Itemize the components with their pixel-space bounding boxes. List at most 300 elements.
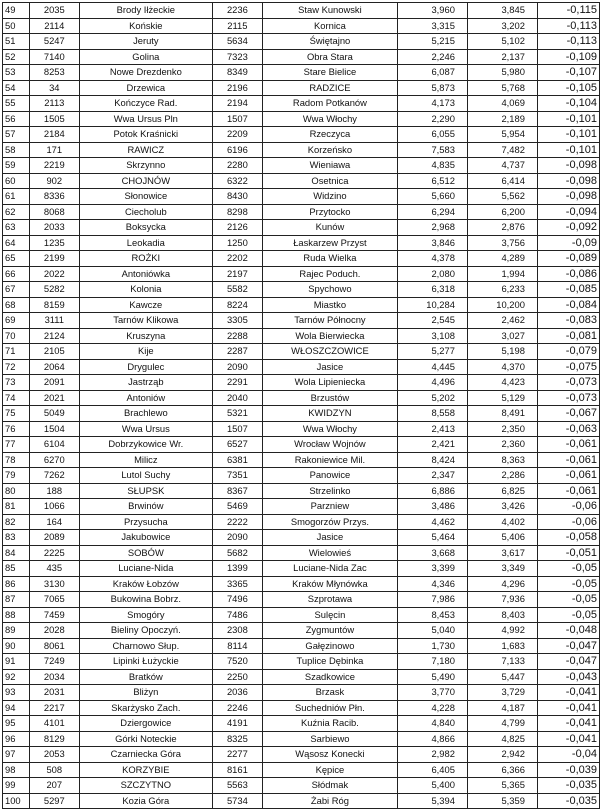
value-2-cell: 6,366 bbox=[467, 762, 537, 778]
row-number-cell: 69 bbox=[3, 313, 30, 329]
station-a-name-cell: Dziergowice bbox=[79, 716, 212, 732]
row-number-cell: 84 bbox=[3, 545, 30, 561]
difference-cell: -0,081 bbox=[537, 328, 599, 344]
station-a-id-cell: 171 bbox=[29, 142, 79, 158]
table-row bbox=[3, 623, 600, 639]
station-b-name-cell: Wola Lipieniecka bbox=[262, 375, 397, 391]
station-b-id-cell: 8430 bbox=[212, 189, 262, 205]
station-a-name-cell: Końskie bbox=[79, 18, 212, 34]
station-b-name-cell: Wielowieś bbox=[262, 545, 397, 561]
station-b-name-cell: Świętajno bbox=[262, 34, 397, 50]
station-a-name-cell: Kozia Góra bbox=[79, 793, 212, 809]
station-b-name-cell: WŁOSZCZOWICE bbox=[262, 344, 397, 360]
station-a-name-cell: Lutol Suchy bbox=[79, 468, 212, 484]
value-2-cell: 7,936 bbox=[467, 592, 537, 608]
value-1-cell: 5,400 bbox=[397, 778, 467, 794]
station-a-id-cell: 2064 bbox=[29, 359, 79, 375]
station-b-name-cell: Szprotawa bbox=[262, 592, 397, 608]
station-a-id-cell: 8068 bbox=[29, 204, 79, 220]
station-b-id-cell: 8224 bbox=[212, 297, 262, 313]
table-row bbox=[3, 142, 600, 158]
value-1-cell: 2,347 bbox=[397, 468, 467, 484]
table-row bbox=[3, 235, 600, 251]
value-2-cell: 4,296 bbox=[467, 576, 537, 592]
difference-cell: -0,035 bbox=[537, 793, 599, 809]
value-2-cell: 6,414 bbox=[467, 173, 537, 189]
station-a-name-cell: Kije bbox=[79, 344, 212, 360]
value-2-cell: 5,102 bbox=[467, 34, 537, 50]
station-a-name-cell: Luciane-Nida bbox=[79, 561, 212, 577]
difference-cell: -0,073 bbox=[537, 390, 599, 406]
difference-cell: -0,092 bbox=[537, 220, 599, 236]
station-b-id-cell: 2197 bbox=[212, 266, 262, 282]
difference-cell: -0,107 bbox=[537, 65, 599, 81]
station-a-id-cell: 3111 bbox=[29, 313, 79, 329]
station-a-id-cell: 2124 bbox=[29, 328, 79, 344]
station-b-name-cell: Jasice bbox=[262, 530, 397, 546]
station-b-name-cell: Miastko bbox=[262, 297, 397, 313]
table-row bbox=[3, 483, 600, 499]
station-a-id-cell: 2031 bbox=[29, 685, 79, 701]
station-a-name-cell: Wwa Ursus bbox=[79, 421, 212, 437]
value-1-cell: 4,866 bbox=[397, 731, 467, 747]
value-1-cell: 3,315 bbox=[397, 18, 467, 34]
station-a-name-cell: Tarnów Klikowa bbox=[79, 313, 212, 329]
station-a-name-cell: Górki Noteckie bbox=[79, 731, 212, 747]
table-row bbox=[3, 530, 600, 546]
station-b-id-cell: 2222 bbox=[212, 514, 262, 530]
value-1-cell: 8,453 bbox=[397, 607, 467, 623]
station-b-name-cell: Staw Kunowski bbox=[262, 3, 397, 19]
station-b-name-cell: Przytocko bbox=[262, 204, 397, 220]
station-a-name-cell: Jeruty bbox=[79, 34, 212, 50]
station-a-name-cell: Drzewica bbox=[79, 80, 212, 96]
station-a-id-cell: 435 bbox=[29, 561, 79, 577]
value-1-cell: 3,770 bbox=[397, 685, 467, 701]
station-a-name-cell: Słonowice bbox=[79, 189, 212, 205]
value-2-cell: 8,491 bbox=[467, 406, 537, 422]
value-2-cell: 7,133 bbox=[467, 654, 537, 670]
difference-cell: -0,098 bbox=[537, 189, 599, 205]
difference-cell: -0,04 bbox=[537, 747, 599, 763]
station-b-id-cell: 5321 bbox=[212, 406, 262, 422]
station-a-id-cell: 7459 bbox=[29, 607, 79, 623]
station-b-name-cell: Wieniawa bbox=[262, 158, 397, 174]
value-2-cell: 6,200 bbox=[467, 204, 537, 220]
table-row bbox=[3, 96, 600, 112]
station-b-name-cell: Luciane-Nida Zac bbox=[262, 561, 397, 577]
station-a-name-cell: Antoniów bbox=[79, 390, 212, 406]
table-row bbox=[3, 654, 600, 670]
value-1-cell: 6,886 bbox=[397, 483, 467, 499]
row-number-cell: 92 bbox=[3, 669, 30, 685]
row-number-cell: 66 bbox=[3, 266, 30, 282]
table-row bbox=[3, 282, 600, 298]
station-b-id-cell: 6381 bbox=[212, 452, 262, 468]
difference-cell: -0,086 bbox=[537, 266, 599, 282]
station-a-id-cell: 1066 bbox=[29, 499, 79, 515]
table-row bbox=[3, 344, 600, 360]
difference-cell: -0,115 bbox=[537, 3, 599, 19]
value-1-cell: 5,277 bbox=[397, 344, 467, 360]
table-row bbox=[3, 266, 600, 282]
station-b-name-cell: Kornica bbox=[262, 18, 397, 34]
station-a-name-cell: Dobrzykowice Wr. bbox=[79, 437, 212, 453]
station-b-id-cell: 3365 bbox=[212, 576, 262, 592]
station-a-id-cell: 5247 bbox=[29, 34, 79, 50]
row-number-cell: 58 bbox=[3, 142, 30, 158]
row-number-cell: 90 bbox=[3, 638, 30, 654]
value-1-cell: 6,055 bbox=[397, 127, 467, 143]
value-2-cell: 5,768 bbox=[467, 80, 537, 96]
value-2-cell: 5,359 bbox=[467, 793, 537, 809]
table-row bbox=[3, 793, 600, 809]
station-b-name-cell: Stare Bielice bbox=[262, 65, 397, 81]
difference-cell: -0,05 bbox=[537, 592, 599, 608]
value-1-cell: 3,846 bbox=[397, 235, 467, 251]
difference-cell: -0,041 bbox=[537, 731, 599, 747]
value-2-cell: 5,954 bbox=[467, 127, 537, 143]
difference-cell: -0,051 bbox=[537, 545, 599, 561]
station-a-name-cell: Bieliny Opoczyń. bbox=[79, 623, 212, 639]
difference-cell: -0,083 bbox=[537, 313, 599, 329]
station-b-name-cell: Wwa Włochy bbox=[262, 111, 397, 127]
value-1-cell: 4,346 bbox=[397, 576, 467, 592]
difference-cell: -0,109 bbox=[537, 49, 599, 65]
difference-cell: -0,058 bbox=[537, 530, 599, 546]
station-a-id-cell: 2184 bbox=[29, 127, 79, 143]
row-number-cell: 53 bbox=[3, 65, 30, 81]
difference-cell: -0,079 bbox=[537, 344, 599, 360]
difference-cell: -0,05 bbox=[537, 607, 599, 623]
station-b-name-cell: Słódmak bbox=[262, 778, 397, 794]
station-a-name-cell: CHOJNÓW bbox=[79, 173, 212, 189]
station-b-id-cell: 2308 bbox=[212, 623, 262, 639]
station-a-name-cell: Brody Iłżeckie bbox=[79, 3, 212, 19]
station-a-name-cell: Antoniówka bbox=[79, 266, 212, 282]
station-b-name-cell: Sulęcin bbox=[262, 607, 397, 623]
station-a-name-cell: Brwinów bbox=[79, 499, 212, 515]
value-1-cell: 8,558 bbox=[397, 406, 467, 422]
difference-cell: -0,073 bbox=[537, 375, 599, 391]
station-b-id-cell: 2277 bbox=[212, 747, 262, 763]
difference-cell: -0,06 bbox=[537, 499, 599, 515]
station-b-id-cell: 2115 bbox=[212, 18, 262, 34]
station-b-id-cell: 4191 bbox=[212, 716, 262, 732]
value-2-cell: 5,198 bbox=[467, 344, 537, 360]
station-a-id-cell: 8253 bbox=[29, 65, 79, 81]
difference-cell: -0,061 bbox=[537, 437, 599, 453]
row-number-cell: 75 bbox=[3, 406, 30, 422]
station-a-name-cell: Bliżyn bbox=[79, 685, 212, 701]
station-b-name-cell: Wąsosz Konecki bbox=[262, 747, 397, 763]
station-a-id-cell: 2033 bbox=[29, 220, 79, 236]
row-number-cell: 55 bbox=[3, 96, 30, 112]
table-row bbox=[3, 80, 600, 96]
row-number-cell: 99 bbox=[3, 778, 30, 794]
value-2-cell: 6,233 bbox=[467, 282, 537, 298]
station-b-id-cell: 5563 bbox=[212, 778, 262, 794]
difference-cell: -0,098 bbox=[537, 158, 599, 174]
station-b-id-cell: 2250 bbox=[212, 669, 262, 685]
station-b-id-cell: 8114 bbox=[212, 638, 262, 654]
value-2-cell: 4,289 bbox=[467, 251, 537, 267]
station-a-id-cell: 7065 bbox=[29, 592, 79, 608]
value-2-cell: 5,406 bbox=[467, 530, 537, 546]
value-1-cell: 4,496 bbox=[397, 375, 467, 391]
value-1-cell: 3,668 bbox=[397, 545, 467, 561]
table-row bbox=[3, 452, 600, 468]
table-row bbox=[3, 437, 600, 453]
station-b-name-cell: Rzeczyca bbox=[262, 127, 397, 143]
row-number-cell: 83 bbox=[3, 530, 30, 546]
value-2-cell: 2,189 bbox=[467, 111, 537, 127]
value-1-cell: 4,228 bbox=[397, 700, 467, 716]
value-2-cell: 4,069 bbox=[467, 96, 537, 112]
table-row bbox=[3, 685, 600, 701]
difference-cell: -0,09 bbox=[537, 235, 599, 251]
table-row bbox=[3, 576, 600, 592]
table-row bbox=[3, 390, 600, 406]
value-1-cell: 4,462 bbox=[397, 514, 467, 530]
station-b-id-cell: 1399 bbox=[212, 561, 262, 577]
station-b-name-cell: Ruda Wielka bbox=[262, 251, 397, 267]
table-row bbox=[3, 545, 600, 561]
station-b-name-cell: Łaskarzew Przyst bbox=[262, 235, 397, 251]
difference-cell: -0,06 bbox=[537, 514, 599, 530]
row-number-cell: 51 bbox=[3, 34, 30, 50]
difference-cell: -0,061 bbox=[537, 483, 599, 499]
value-1-cell: 4,173 bbox=[397, 96, 467, 112]
station-a-id-cell: 34 bbox=[29, 80, 79, 96]
station-a-id-cell: 2053 bbox=[29, 747, 79, 763]
value-1-cell: 8,424 bbox=[397, 452, 467, 468]
value-2-cell: 3,426 bbox=[467, 499, 537, 515]
difference-cell: -0,063 bbox=[537, 421, 599, 437]
difference-cell: -0,101 bbox=[537, 111, 599, 127]
station-a-id-cell: 2114 bbox=[29, 18, 79, 34]
value-2-cell: 5,562 bbox=[467, 189, 537, 205]
value-1-cell: 2,080 bbox=[397, 266, 467, 282]
station-a-id-cell: 3130 bbox=[29, 576, 79, 592]
station-a-name-cell: RAWICZ bbox=[79, 142, 212, 158]
station-b-id-cell: 1250 bbox=[212, 235, 262, 251]
row-number-cell: 54 bbox=[3, 80, 30, 96]
station-b-name-cell: Radom Potkanów bbox=[262, 96, 397, 112]
row-number-cell: 80 bbox=[3, 483, 30, 499]
value-1-cell: 6,087 bbox=[397, 65, 467, 81]
station-a-name-cell: Jastrząb bbox=[79, 375, 212, 391]
table-row bbox=[3, 173, 600, 189]
station-b-id-cell: 7351 bbox=[212, 468, 262, 484]
row-number-cell: 74 bbox=[3, 390, 30, 406]
value-1-cell: 6,405 bbox=[397, 762, 467, 778]
station-a-name-cell: Wwa Ursus Pln bbox=[79, 111, 212, 127]
table-row bbox=[3, 700, 600, 716]
station-a-name-cell: Brachlewo bbox=[79, 406, 212, 422]
row-number-cell: 94 bbox=[3, 700, 30, 716]
station-b-id-cell: 1507 bbox=[212, 111, 262, 127]
difference-cell: -0,101 bbox=[537, 127, 599, 143]
table-row bbox=[3, 762, 600, 778]
value-2-cell: 3,349 bbox=[467, 561, 537, 577]
table-row bbox=[3, 251, 600, 267]
station-a-name-cell: Nowe Drezdenko bbox=[79, 65, 212, 81]
value-2-cell: 2,350 bbox=[467, 421, 537, 437]
station-a-id-cell: 5297 bbox=[29, 793, 79, 809]
station-a-name-cell: Leokadia bbox=[79, 235, 212, 251]
table-row bbox=[3, 3, 600, 19]
row-number-cell: 89 bbox=[3, 623, 30, 639]
station-b-name-cell: Kraków Młynówka bbox=[262, 576, 397, 592]
station-b-name-cell: Wwa Włochy bbox=[262, 421, 397, 437]
station-a-id-cell: 8336 bbox=[29, 189, 79, 205]
difference-cell: -0,061 bbox=[537, 452, 599, 468]
table-row bbox=[3, 158, 600, 174]
station-a-id-cell: 2035 bbox=[29, 3, 79, 19]
station-b-name-cell: Brzask bbox=[262, 685, 397, 701]
station-a-name-cell: SOBÓW bbox=[79, 545, 212, 561]
value-2-cell: 3,845 bbox=[467, 3, 537, 19]
station-b-name-cell: Osetnica bbox=[262, 173, 397, 189]
value-2-cell: 5,129 bbox=[467, 390, 537, 406]
station-a-name-cell: Kolonia bbox=[79, 282, 212, 298]
station-b-id-cell: 2090 bbox=[212, 530, 262, 546]
table-row bbox=[3, 468, 600, 484]
value-2-cell: 2,360 bbox=[467, 437, 537, 453]
value-2-cell: 2,876 bbox=[467, 220, 537, 236]
row-number-cell: 97 bbox=[3, 747, 30, 763]
value-2-cell: 2,286 bbox=[467, 468, 537, 484]
value-1-cell: 6,294 bbox=[397, 204, 467, 220]
station-a-name-cell: Kraków Łobzów bbox=[79, 576, 212, 592]
value-1-cell: 2,290 bbox=[397, 111, 467, 127]
station-b-id-cell: 2287 bbox=[212, 344, 262, 360]
value-1-cell: 5,215 bbox=[397, 34, 467, 50]
row-number-cell: 73 bbox=[3, 375, 30, 391]
station-a-id-cell: 2089 bbox=[29, 530, 79, 546]
row-number-cell: 49 bbox=[3, 3, 30, 19]
difference-cell: -0,061 bbox=[537, 468, 599, 484]
value-1-cell: 7,583 bbox=[397, 142, 467, 158]
value-1-cell: 2,246 bbox=[397, 49, 467, 65]
row-number-cell: 72 bbox=[3, 359, 30, 375]
value-1-cell: 6,318 bbox=[397, 282, 467, 298]
row-number-cell: 98 bbox=[3, 762, 30, 778]
table-row bbox=[3, 204, 600, 220]
difference-cell: -0,113 bbox=[537, 34, 599, 50]
station-a-id-cell: 2034 bbox=[29, 669, 79, 685]
difference-cell: -0,041 bbox=[537, 700, 599, 716]
station-b-id-cell: 7486 bbox=[212, 607, 262, 623]
value-2-cell: 2,462 bbox=[467, 313, 537, 329]
station-a-id-cell: 2113 bbox=[29, 96, 79, 112]
difference-cell: -0,035 bbox=[537, 778, 599, 794]
row-number-cell: 56 bbox=[3, 111, 30, 127]
value-1-cell: 5,202 bbox=[397, 390, 467, 406]
station-b-id-cell: 2209 bbox=[212, 127, 262, 143]
table-row bbox=[3, 514, 600, 530]
station-a-name-cell: Bratków bbox=[79, 669, 212, 685]
value-1-cell: 5,040 bbox=[397, 623, 467, 639]
station-a-id-cell: 508 bbox=[29, 762, 79, 778]
row-number-cell: 78 bbox=[3, 452, 30, 468]
station-b-id-cell: 2236 bbox=[212, 3, 262, 19]
station-a-name-cell: Drygulec bbox=[79, 359, 212, 375]
difference-cell: -0,085 bbox=[537, 282, 599, 298]
station-a-name-cell: Kończyce Rad. bbox=[79, 96, 212, 112]
station-b-id-cell: 3305 bbox=[212, 313, 262, 329]
station-a-id-cell: 5049 bbox=[29, 406, 79, 422]
row-number-cell: 91 bbox=[3, 654, 30, 670]
station-a-id-cell: 207 bbox=[29, 778, 79, 794]
station-b-name-cell: Żabi Róg bbox=[262, 793, 397, 809]
value-1-cell: 4,445 bbox=[397, 359, 467, 375]
difference-cell: -0,098 bbox=[537, 173, 599, 189]
station-b-name-cell: Tuplice Dębinka bbox=[262, 654, 397, 670]
value-2-cell: 3,729 bbox=[467, 685, 537, 701]
row-number-cell: 63 bbox=[3, 220, 30, 236]
table-row bbox=[3, 328, 600, 344]
station-a-name-cell: Charnowo Słup. bbox=[79, 638, 212, 654]
value-1-cell: 2,421 bbox=[397, 437, 467, 453]
row-number-cell: 96 bbox=[3, 731, 30, 747]
table-row bbox=[3, 65, 600, 81]
value-1-cell: 3,486 bbox=[397, 499, 467, 515]
station-b-id-cell: 2246 bbox=[212, 700, 262, 716]
difference-cell: -0,084 bbox=[537, 297, 599, 313]
station-b-id-cell: 8367 bbox=[212, 483, 262, 499]
value-2-cell: 4,799 bbox=[467, 716, 537, 732]
value-2-cell: 7,482 bbox=[467, 142, 537, 158]
value-2-cell: 2,942 bbox=[467, 747, 537, 763]
station-a-name-cell: Przysucha bbox=[79, 514, 212, 530]
station-a-id-cell: 2217 bbox=[29, 700, 79, 716]
value-2-cell: 1,683 bbox=[467, 638, 537, 654]
value-2-cell: 1,994 bbox=[467, 266, 537, 282]
station-b-id-cell: 7496 bbox=[212, 592, 262, 608]
station-b-name-cell: Wola Bierwiecka bbox=[262, 328, 397, 344]
value-1-cell: 2,982 bbox=[397, 747, 467, 763]
station-b-id-cell: 2040 bbox=[212, 390, 262, 406]
row-number-cell: 87 bbox=[3, 592, 30, 608]
difference-cell: -0,041 bbox=[537, 685, 599, 701]
row-number-cell: 71 bbox=[3, 344, 30, 360]
value-1-cell: 4,835 bbox=[397, 158, 467, 174]
row-number-cell: 65 bbox=[3, 251, 30, 267]
station-a-name-cell: Lipinki Łużyckie bbox=[79, 654, 212, 670]
value-2-cell: 3,756 bbox=[467, 235, 537, 251]
station-a-name-cell: SŁUPSK bbox=[79, 483, 212, 499]
row-number-cell: 77 bbox=[3, 437, 30, 453]
value-1-cell: 7,180 bbox=[397, 654, 467, 670]
station-a-id-cell: 8159 bbox=[29, 297, 79, 313]
table-row bbox=[3, 49, 600, 65]
value-1-cell: 10,284 bbox=[397, 297, 467, 313]
table-row bbox=[3, 406, 600, 422]
table-row bbox=[3, 778, 600, 794]
station-b-name-cell: Panowice bbox=[262, 468, 397, 484]
row-number-cell: 68 bbox=[3, 297, 30, 313]
difference-cell: -0,104 bbox=[537, 96, 599, 112]
station-a-name-cell: Potok Kraśnicki bbox=[79, 127, 212, 143]
station-a-id-cell: 2028 bbox=[29, 623, 79, 639]
station-a-name-cell: Skrzynno bbox=[79, 158, 212, 174]
value-2-cell: 8,403 bbox=[467, 607, 537, 623]
station-b-name-cell: Rajec Poduch. bbox=[262, 266, 397, 282]
station-b-id-cell: 2126 bbox=[212, 220, 262, 236]
row-number-cell: 64 bbox=[3, 235, 30, 251]
